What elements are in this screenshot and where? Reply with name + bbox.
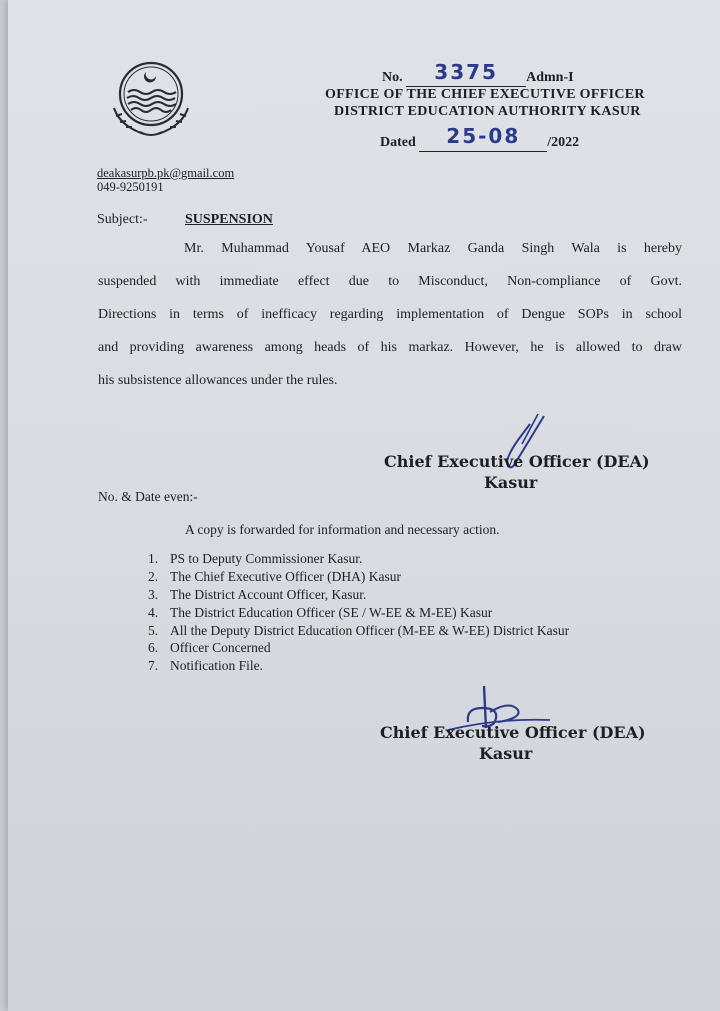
contact-email: deakasurpb.pk@gmail.com xyxy=(97,166,235,180)
signature-2-title: Chief Executive Officer (DEA) xyxy=(380,723,646,742)
dated-label: Dated xyxy=(380,135,416,150)
list-item: 5. All the Deputy District Education Officer (M-EE & W-EE) District Kasur xyxy=(148,623,570,638)
body-line-4: and providing awareness among heads of his markaz. However, he is allowed to draw xyxy=(98,340,682,355)
signature-2-place: Kasur xyxy=(479,744,533,763)
office-line-2: DISTRICT EDUCATION AUTHORITY KASUR xyxy=(334,104,641,119)
body-line-2: suspended with immediate effect due to Misconduct, Non-compliance of Govt. xyxy=(98,274,682,289)
subject-label: Subject:- xyxy=(97,212,148,227)
list-item: 4. The District Education Officer (SE / W-EE & M-EE) Kasur xyxy=(148,605,493,620)
office-line-1: OFFICE OF THE CHIEF EXECUTIVE OFFICER xyxy=(325,87,645,102)
handwritten-date: 25-08 xyxy=(446,124,521,148)
contact-phone: 049-9250191 xyxy=(97,180,164,194)
list-item: 7. Notification File. xyxy=(148,658,263,673)
handwritten-number: 3375 xyxy=(434,60,498,84)
letter-number xyxy=(382,62,574,87)
year-label: /2022 xyxy=(547,135,580,150)
body-line-1: Mr. Muhammad Yousaf AEO Markaz Ganda Singh Wala is hereby xyxy=(184,241,682,256)
document-page xyxy=(8,0,720,1011)
endorsement-label: No. & Date even:- xyxy=(98,489,198,504)
list-item: 6. Officer Concerned xyxy=(148,640,271,655)
list-item: 3. The District Account Officer, Kasur. xyxy=(148,587,367,602)
punjab-emblem-icon xyxy=(104,58,198,142)
number-label: No. xyxy=(382,70,403,85)
endorsement-intro: A copy is forwarded for information and necessary action. xyxy=(185,522,500,537)
list-item: 2. The Chief Executive Officer (DHA) Kasur xyxy=(148,569,402,584)
body-line-5: his subsistence allowances under the rules. xyxy=(98,373,338,388)
admn-label: Admn-I xyxy=(526,70,574,85)
subject-title: SUSPENSION xyxy=(185,212,273,227)
list-item: 1. PS to Deputy Commissioner Kasur. xyxy=(148,551,363,566)
signature-1-title: Chief Executive Officer (DEA) xyxy=(384,452,650,471)
signature-1-place: Kasur xyxy=(484,473,538,492)
body-line-3: Directions in terms of inefficacy regarding implementation of Dengue SOPs in school xyxy=(98,307,682,322)
dated-line xyxy=(380,124,580,152)
